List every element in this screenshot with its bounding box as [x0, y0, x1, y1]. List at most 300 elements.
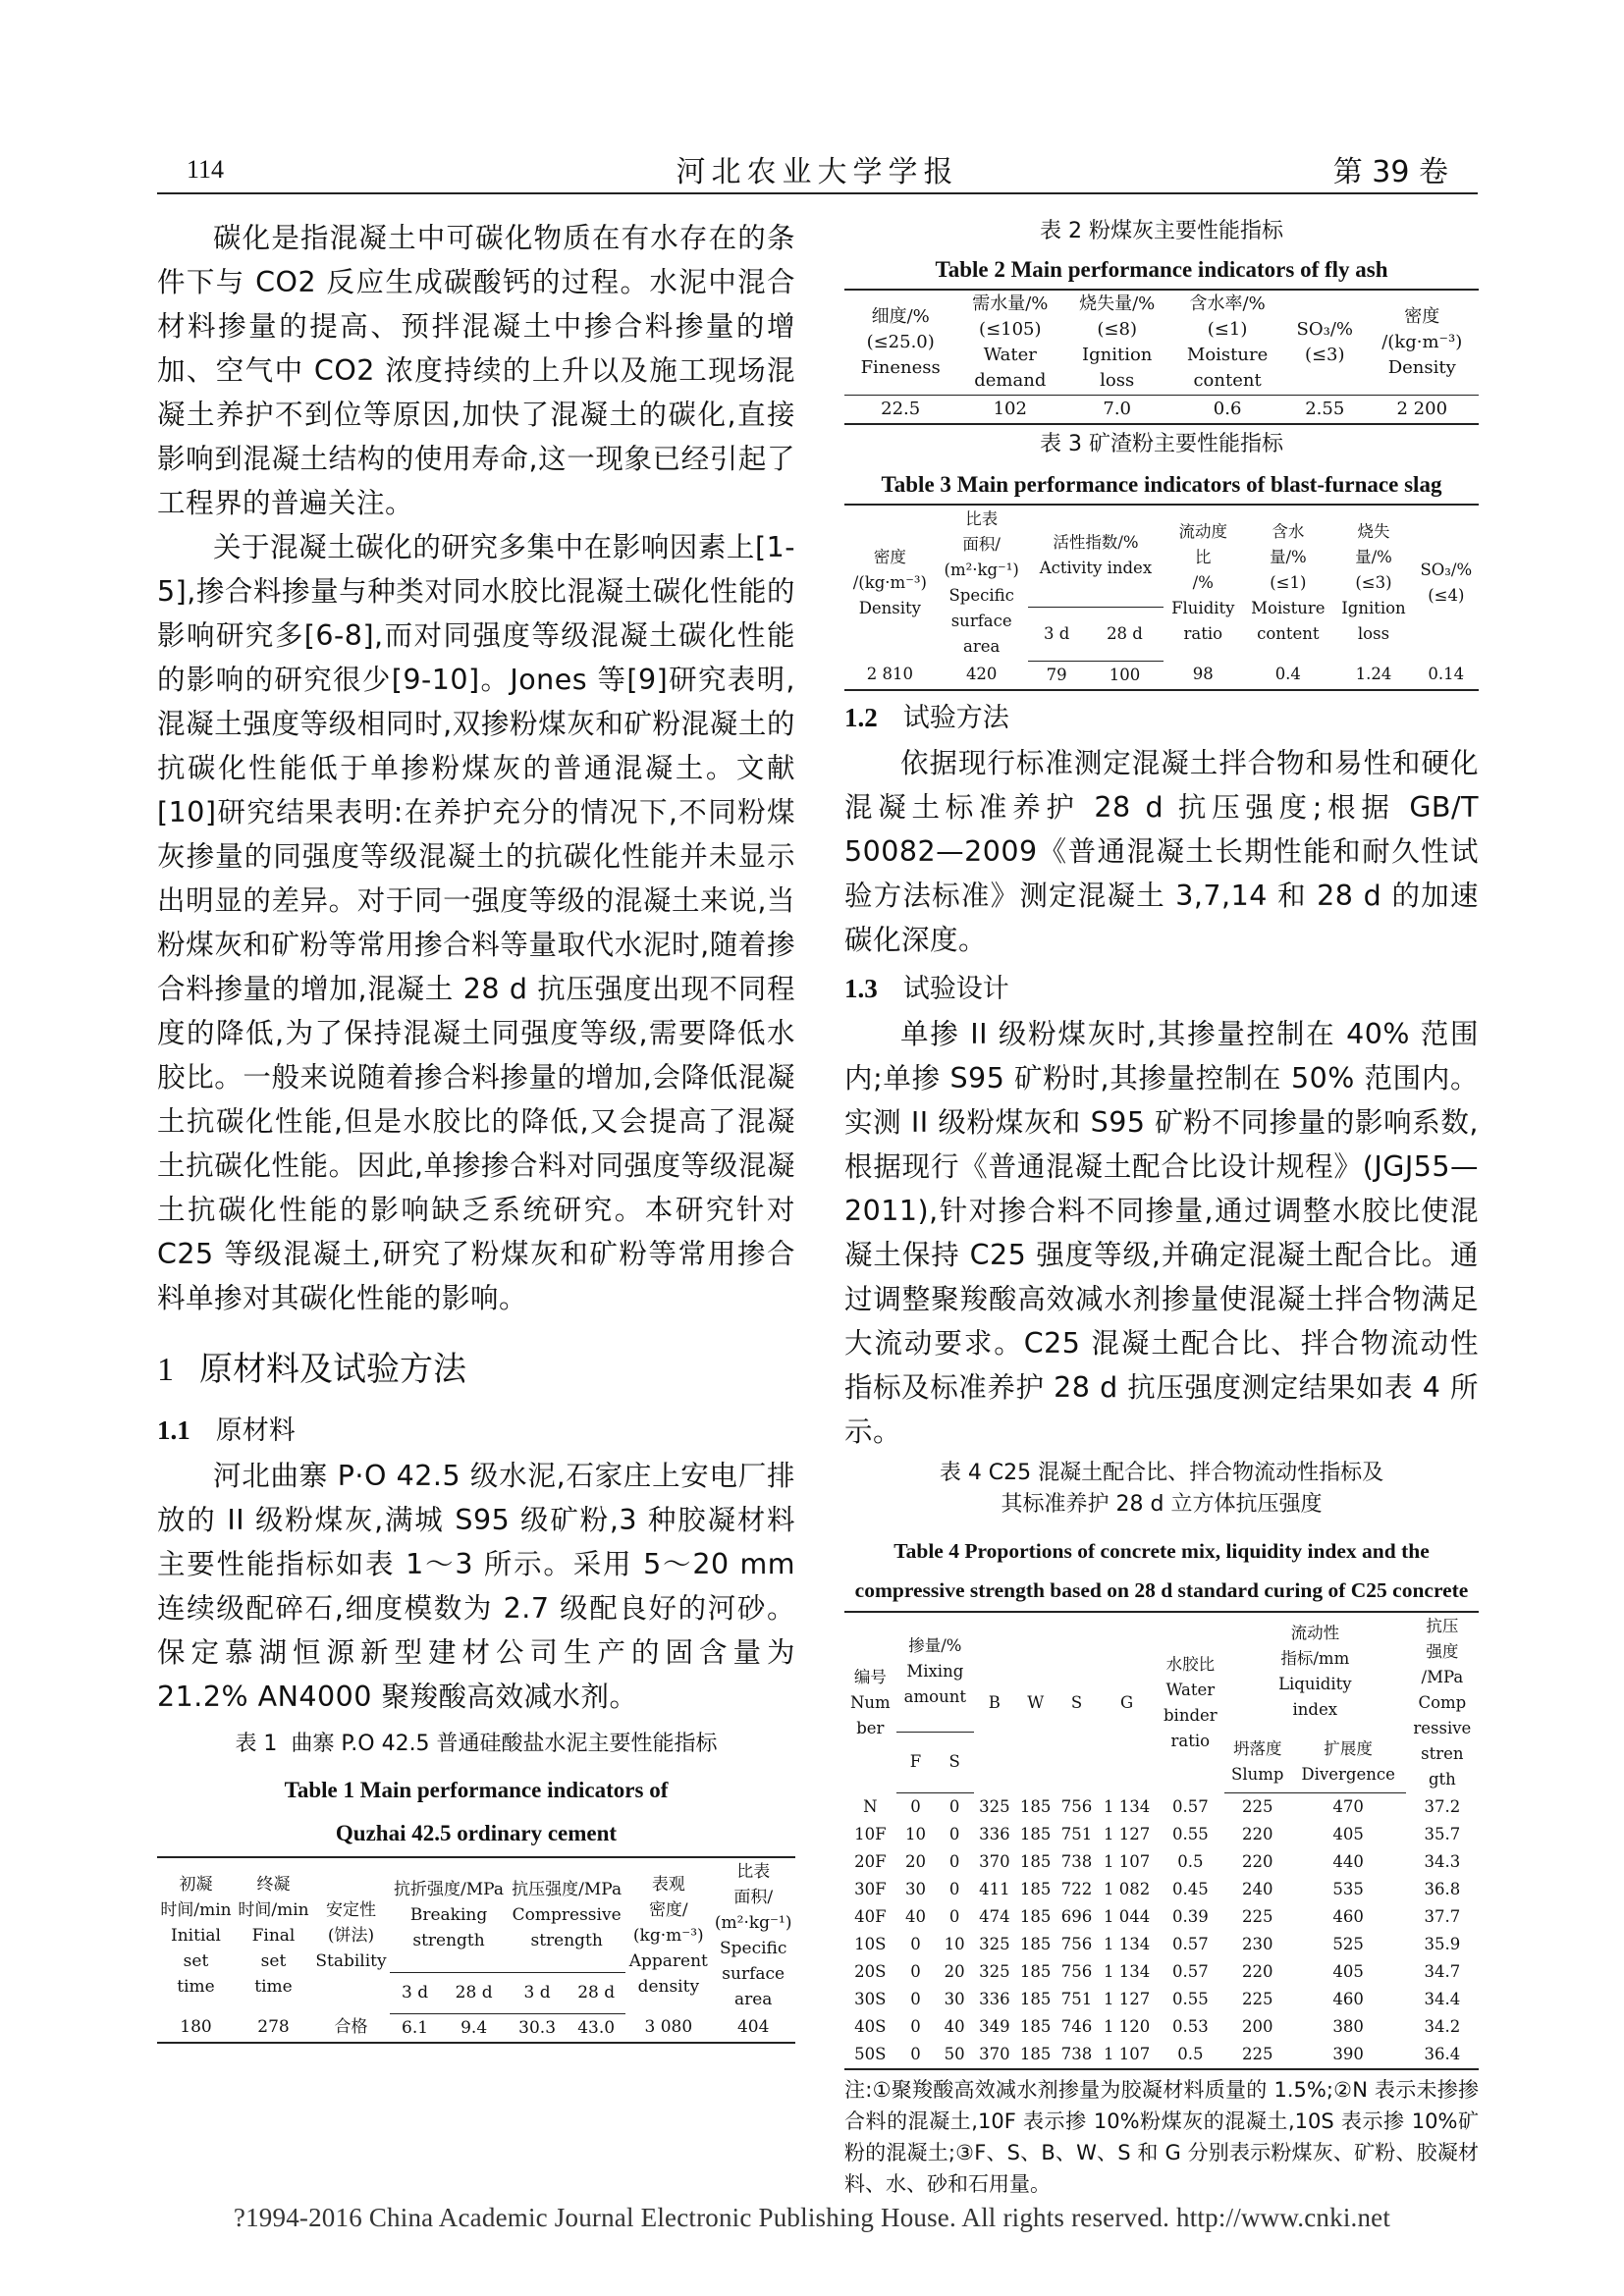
table-row	[844, 2041, 1479, 2069]
header-line: 面积/	[962, 535, 1001, 554]
header-line: 流动度	[1178, 522, 1228, 541]
cell-slag: 0	[948, 1852, 960, 1871]
cell-fly-ash: 30	[904, 1880, 926, 1898]
header-line: 含水率/%	[1189, 294, 1266, 314]
header-line: 需水量/%	[972, 294, 1049, 314]
th-breaking-28d: 28 d	[440, 1972, 508, 2013]
cell-number: 10S	[854, 1935, 887, 1953]
header-line: 掺量/%	[908, 1636, 962, 1656]
table-row	[844, 661, 1479, 690]
th-gravel: G	[1119, 1692, 1134, 1712]
cell-slag: 50	[944, 2045, 965, 2063]
header-line: strength	[530, 1930, 603, 1950]
th-activity-3d: 3 d	[1028, 607, 1086, 661]
th-moisture	[1242, 505, 1333, 661]
header-line: ressive	[1413, 1718, 1472, 1737]
header-line: Water	[983, 345, 1037, 365]
header-line: Ignition	[1341, 599, 1406, 617]
cell-strength: 34.7	[1424, 1962, 1461, 1981]
cell-strength: 34.2	[1424, 2017, 1461, 2036]
table-1-block	[157, 1729, 795, 2044]
cell-fineness: 22.5	[881, 399, 921, 419]
cell-water-demand: 102	[993, 399, 1027, 419]
header-line: 密度/	[648, 1900, 688, 1920]
cell-wb-ratio: 0.53	[1171, 2017, 1209, 2036]
table-row	[844, 1958, 1479, 1986]
header-line: 时间/min	[238, 1900, 309, 1920]
header-line: 编号	[853, 1667, 887, 1686]
header-line: 密度	[1404, 306, 1440, 327]
paragraph-test-design: 单掺 II 级粉煤灰时,其掺量控制在 40% 范围内;单掺 S95 矿粉时,其掺量控制在 50% 范围内。实测 II 级粉煤灰和 S95 矿粉不同掺量的影响系数,根据现行《普通混凝土配合比设计规程》(JGJ55—2011),针对掺合料不同掺量,通过调整水胶比使混凝土保持 C25 强度等级,并确定混凝土配合比。通过调整聚羧酸高效减水剂掺量使混凝土拌合物满足大流动要求。C25 混凝土配合比、拌合物流动性指标及标准养护 28 d 抗压强度测定结果如表 4 所示。	[844, 1017, 1479, 1448]
cell-slag: 0	[948, 1880, 960, 1898]
cell-sand: 746	[1060, 2017, 1093, 2036]
cell-binder: 325	[979, 1796, 1010, 1816]
cell-sand: 751	[1060, 1825, 1093, 1843]
header-line: (kg·m⁻³)	[632, 1926, 704, 1946]
cell-number: 40F	[854, 1907, 887, 1926]
header-line: (≤3)	[1355, 573, 1392, 592]
header-line: set	[260, 1951, 287, 1971]
table-1-title-cn: 曲寨 P.O 42.5 普通硅酸盐水泥主要性能指标	[291, 1732, 718, 1756]
cell-density: 2 810	[866, 665, 913, 684]
cell-strength: 34.4	[1424, 1990, 1461, 2008]
cell-slump: 225	[1241, 1797, 1273, 1816]
cell-number: 20F	[854, 1852, 887, 1871]
th-slump	[1224, 1732, 1291, 1792]
cell-fly-ash: 10	[904, 1825, 926, 1843]
th-specific-surface	[936, 505, 1028, 661]
cell-stability: 合格	[334, 2017, 368, 2038]
cell-wb-ratio: 0.5	[1177, 2045, 1204, 2063]
cell-slump: 225	[1241, 1907, 1273, 1926]
cell-number: 40S	[854, 2017, 887, 2036]
cell-water: 185	[1019, 1935, 1052, 1953]
header-line: 细度/%	[871, 306, 930, 327]
table-4-note: 注:①聚羧酸高效减水剂掺量为胶凝材料质量的 1.5%;②N 表示未掺掺合料的混凝土,10F 表示掺 10%粉煤灰的混凝土,10S 表示掺 10%矿粉的混凝土;③F、S、B、W、S 和 G 分别表示粉煤灰、矿粉、胶凝材料、水、砂和石用量。	[844, 2078, 1479, 2196]
cell-compressive-3d: 30.3	[518, 2017, 557, 2038]
cell-wb-ratio: 0.39	[1171, 1907, 1209, 1926]
table-3	[844, 504, 1479, 691]
left-column	[157, 216, 795, 2044]
table-1-label: 表 1	[235, 1732, 278, 1756]
cell-activity-3d: 79	[1046, 665, 1067, 684]
header-line: Comp	[1418, 1692, 1467, 1712]
cell-sand: 751	[1060, 1990, 1093, 2008]
header-line: surface	[950, 612, 1012, 630]
header-line: /%	[1192, 573, 1214, 592]
header-line: 坍落度	[1232, 1739, 1282, 1759]
header-line: Stability	[315, 1951, 387, 1971]
header-line: Density	[858, 599, 922, 617]
cell-slag: 30	[944, 1990, 965, 2008]
header-line: Liquidity	[1278, 1675, 1352, 1694]
cell-slump: 220	[1241, 1962, 1273, 1981]
cell-fly-ash: 0	[910, 1797, 921, 1816]
header-line: (≤8)	[1097, 319, 1137, 340]
table-4-caption-cn-2: 其标准养护 28 d 立方体抗压强度	[1001, 1491, 1323, 1517]
header-line: SO₃/%	[1420, 561, 1473, 579]
header-line: ratio	[1183, 624, 1223, 643]
table-1	[157, 1856, 795, 2044]
cell-divergence: 460	[1332, 1907, 1364, 1926]
header-line: Breaking	[409, 1904, 488, 1925]
cell-sand: 738	[1060, 1852, 1093, 1871]
th-fineness	[844, 290, 956, 396]
header-line: Water	[1165, 1680, 1216, 1699]
table-row	[844, 1876, 1479, 1903]
th-moisture	[1170, 290, 1284, 396]
cell-binder: 370	[979, 2045, 1010, 2063]
header-line: 含水	[1272, 522, 1305, 541]
cell-binder: 325	[979, 1935, 1010, 1953]
th-final-set	[235, 1857, 312, 2013]
th-water-demand	[956, 290, 1063, 396]
th-initial-set	[157, 1857, 235, 2013]
th-apparent-density	[625, 1857, 711, 2013]
cell-wb-ratio: 0.57	[1171, 1935, 1209, 1953]
cell-gravel: 1 127	[1103, 1990, 1151, 2008]
right-column	[844, 216, 1479, 2200]
header-line: (≤4)	[1428, 586, 1465, 605]
header-line: 活性指数/%	[1053, 533, 1139, 553]
paragraph-raw-materials: 河北曲寨 P·O 42.5 级水泥,石家庄上安电厂排放的 II 级粉煤灰,满城 S95 级矿粉,3 种胶凝材料主要性能指标如表 1～3 所示。采用 5～20 mm 连续级配碎石,细度模数为 2.7 级配良好的河砂。保定慕湖恒源新型建材公司生产的固含量为 21.2% AN4000 聚羧酸高效减水剂。	[157, 1460, 795, 1713]
header-line: (m²·kg⁻¹)	[944, 561, 1019, 579]
table-2-caption-en: Table 2 Main performance indicators of fly ash	[935, 257, 1388, 282]
th-activity-28d: 28 d	[1086, 607, 1164, 661]
cell-gravel: 1 082	[1103, 1880, 1151, 1898]
header-line: 量/%	[1269, 548, 1307, 566]
header-line: SO₃/%	[1296, 319, 1353, 340]
cell-water: 185	[1019, 1962, 1052, 1981]
cell-activity-28d: 100	[1109, 665, 1141, 684]
header-line: loss	[1100, 370, 1135, 391]
section-heading-1	[157, 1342, 795, 1390]
copyright-footer: ?1994-2016 China Academic Journal Electronic Publishing House. All rights reserved. http://www.cnki.net	[233, 2203, 1391, 2232]
cell-strength: 36.4	[1424, 2045, 1461, 2063]
cell-slump: 225	[1241, 2045, 1273, 2063]
cell-ignition-loss: 7.0	[1103, 399, 1132, 419]
header-line: Initial	[171, 1926, 221, 1946]
header-line: amount	[903, 1687, 966, 1707]
cell-breaking-3d: 6.1	[402, 2017, 429, 2038]
header-line: 比表	[736, 1862, 771, 1882]
header-line: /(kg·m⁻³)	[852, 573, 927, 592]
cell-divergence: 405	[1332, 1825, 1364, 1843]
header-rule	[157, 192, 1478, 194]
cell-slump: 220	[1241, 1825, 1273, 1843]
header-line: (m²·kg⁻¹)	[714, 1913, 792, 1933]
cell-slag: 10	[944, 1935, 965, 1953]
cell-number: 50S	[854, 2045, 887, 2063]
section-title: 试验方法	[902, 702, 1009, 733]
cell-gravel: 1 134	[1103, 1962, 1151, 1981]
header-line: ber	[856, 1718, 885, 1737]
cell-gravel: 1 044	[1103, 1907, 1151, 1926]
cell-sand: 756	[1060, 1962, 1093, 1981]
cell-wb-ratio: 0.55	[1171, 1825, 1209, 1843]
cell-density: 3 080	[644, 2017, 693, 2038]
cell-water: 185	[1019, 2017, 1052, 2036]
paragraph-carbonation-intro: 碳化是指混凝土中可碳化物质在有水存在的条件下与 CO2 反应生成碳酸钙的过程。水泥中混合材料掺量的提高、预拌混凝土中掺合料掺量的增加、空气中 CO2 浓度持续的上升以及施工现场混凝土养护不到位等原因,加快了混凝土的碳化,直接影响到混凝土结构的使用寿命,这一现象已经引起了工程界的普遍关注。	[157, 222, 795, 519]
header-line: 终凝	[256, 1875, 291, 1895]
cell-slag: 20	[944, 1962, 965, 1981]
th-divergence	[1291, 1732, 1406, 1792]
cell-wb-ratio: 0.45	[1171, 1880, 1209, 1898]
th-specific-surface	[711, 1857, 795, 2013]
table-row	[844, 1986, 1479, 2013]
th-water: W	[1027, 1692, 1045, 1712]
cell-binder: 370	[979, 1852, 1010, 1871]
section-title: 试验设计	[902, 973, 1009, 1004]
cell-fly-ash: 0	[910, 1935, 921, 1953]
header-line: 抗压强度/MPa	[512, 1879, 623, 1899]
header-line: (≤105)	[979, 319, 1042, 340]
header-line: Fineness	[860, 357, 941, 378]
header-line: Moisture	[1186, 345, 1269, 365]
cell-density: 2 200	[1396, 399, 1448, 419]
cell-surface-area: 420	[965, 665, 998, 684]
header-line: 初凝	[179, 1875, 213, 1895]
cell-sand: 738	[1060, 2045, 1093, 2063]
th-binder: B	[988, 1692, 1001, 1712]
cell-binder: 411	[979, 1880, 1010, 1898]
th-breaking-strength	[390, 1857, 508, 1972]
th-density	[1366, 290, 1480, 396]
cell-divergence: 390	[1332, 2045, 1364, 2063]
header-line: 时间/min	[160, 1900, 232, 1920]
header-line: /MPa	[1421, 1667, 1464, 1686]
cell-water: 185	[1019, 1825, 1052, 1843]
table-1-caption-cn	[157, 1729, 795, 1760]
section-number: 1	[157, 1352, 174, 1388]
cell-final-set: 278	[257, 2017, 290, 2038]
header-line: density	[637, 1977, 700, 1997]
cell-sand: 696	[1060, 1907, 1093, 1926]
table-row	[844, 396, 1479, 425]
cell-fluidity-ratio: 98	[1192, 665, 1214, 684]
cell-wb-ratio: 0.57	[1171, 1796, 1209, 1816]
table-row	[844, 1821, 1479, 1848]
header-line: Specific	[719, 1939, 787, 1958]
section-number: 1.1	[157, 1415, 190, 1445]
th-compressive-strength	[508, 1857, 625, 1972]
table-2-caption-cn: 表 2 粉煤灰主要性能指标	[1040, 219, 1283, 243]
th-compressive-strength	[1406, 1612, 1479, 1793]
cell-gravel: 1 107	[1103, 1852, 1151, 1871]
cell-wb-ratio: 0.55	[1171, 1990, 1209, 2008]
header-line: Moisture	[1251, 599, 1326, 617]
header-line: Ignition	[1082, 345, 1153, 365]
header-line: 指标/mm	[1280, 1649, 1350, 1669]
paragraph-test-method: 依据现行标准测定混凝土拌合物和易性和硬化混凝土标准养护 28 d 抗压强度;根据 GB/T 50082—2009《普通混凝土长期性能和耐久性试验方法标准》测定混凝土 3,7,14 和 28 d 的加速碳化深度。	[844, 746, 1479, 956]
header-line: Final	[251, 1926, 296, 1946]
header-line: 抗压	[1426, 1616, 1459, 1635]
cell-slump: 225	[1241, 1990, 1273, 2008]
th-water-binder-ratio	[1157, 1612, 1224, 1793]
header-line: content	[1193, 370, 1262, 391]
th-liquidity-index	[1224, 1612, 1406, 1733]
header-line: area	[963, 637, 1001, 656]
cell-sand: 756	[1060, 1796, 1093, 1816]
running-header	[157, 145, 1478, 188]
header-line: time	[177, 1977, 215, 1997]
th-fly-ash: F	[896, 1732, 936, 1792]
cell-number: N	[863, 1796, 878, 1816]
header-line: Fluidity	[1171, 599, 1235, 617]
cell-water: 185	[1019, 1796, 1052, 1816]
header-line: Divergence	[1301, 1765, 1395, 1785]
table-4-block	[844, 1458, 1479, 2201]
section-title: 原材料	[215, 1415, 296, 1446]
table-row	[844, 1931, 1479, 1958]
cell-ignition-loss: 1.24	[1355, 665, 1392, 684]
section-heading-1-1	[157, 1408, 795, 1454]
cell-strength: 37.7	[1424, 1907, 1461, 1926]
header-line: 量/%	[1355, 548, 1392, 566]
table-4-body	[844, 1793, 1479, 2070]
cell-binder: 325	[979, 1962, 1010, 1981]
th-activity-index	[1028, 505, 1164, 607]
cell-slump: 230	[1241, 1935, 1273, 1953]
table-2-block	[844, 216, 1479, 425]
header-line: 面积/	[733, 1888, 774, 1907]
table-4-caption-en-1: Table 4 Proportions of concrete mix, liquidity index and the	[893, 1538, 1430, 1563]
header-line: Specific	[948, 586, 1014, 605]
cell-binder: 474	[979, 1907, 1010, 1926]
header-line: 表观	[651, 1875, 685, 1895]
cell-breaking-28d: 9.4	[460, 2017, 488, 2038]
header-line: 扩展度	[1324, 1739, 1373, 1759]
journal-title: 河北农业大学学报	[676, 155, 959, 189]
cell-gravel: 1 134	[1103, 1796, 1151, 1816]
cell-divergence: 380	[1332, 2017, 1364, 2036]
cell-compressive-28d: 43.0	[577, 2017, 616, 2038]
header-line: (≤1)	[1207, 319, 1248, 340]
cell-divergence: 405	[1332, 1962, 1364, 1981]
cell-water: 185	[1019, 1990, 1052, 2008]
header-line: (饼法)	[327, 1926, 375, 1946]
cell-initial-set: 180	[180, 2017, 212, 2038]
cell-gravel: 1 120	[1103, 2017, 1151, 2036]
table-4-caption-cn-1: 表 4 C25 混凝土配合比、拌合物流动性指标及	[939, 1460, 1384, 1485]
header-line: (≤25.0)	[866, 332, 935, 352]
cell-binder: 336	[979, 1825, 1010, 1843]
section-heading-1-2	[844, 695, 1479, 741]
cell-slag: 0	[948, 1907, 960, 1926]
cell-wb-ratio: 0.5	[1177, 1852, 1204, 1871]
cell-number: 30F	[854, 1880, 887, 1898]
header-line: Slump	[1231, 1765, 1284, 1785]
cell-gravel: 1 134	[1103, 1935, 1151, 1953]
table-4	[844, 1611, 1479, 2071]
th-mixing-amount	[896, 1612, 974, 1733]
header-line: 流动性	[1290, 1624, 1340, 1643]
table-3-block	[844, 429, 1479, 691]
header-line: (≤3)	[1304, 345, 1345, 365]
table-2	[844, 289, 1479, 425]
th-fluidity-ratio	[1164, 505, 1242, 661]
cell-number: 20S	[854, 1962, 887, 1981]
cell-strength: 37.2	[1424, 1796, 1461, 1816]
header-line: ratio	[1170, 1731, 1211, 1750]
th-ignition-loss	[1333, 505, 1413, 661]
header-line: loss	[1357, 624, 1390, 643]
cell-divergence: 470	[1332, 1797, 1364, 1816]
header-line: 密度	[873, 548, 906, 566]
cell-number: 10F	[854, 1825, 887, 1843]
paragraph-literature-review: 关于混凝土碳化的研究多集中在影响因素上[1-5],掺合料掺量与种类对同水胶比混凝土碳化性能的影响研究多[6-8],而对同强度等级混凝土碳化性能的影响的研究很少[9-10]。Jones 等[9]研究表明,混凝土强度等级相同时,双掺粉煤灰和矿粉混凝土的抗碳化性能低于单掺粉煤灰的普通混凝土。文献[10]研究结果表明:在养护充分的情况下,不同粉煤灰掺量的同强度等级混凝土的抗碳化性能并未显示出明显的差异。对于同一强度等级的混凝土来说,当粉煤灰和矿粉等常用掺合料等量取代水泥时,随着掺合料掺量的增加,混凝土 28 d 抗压强度出现不同程度的降低,为了保持混凝土同强度等级,需要降低水胶比。一般来说随着掺合料掺量的增加,会降低混凝土抗碳化性能,但是水胶比的降低,又会提高了混凝土抗碳化性能。因此,单掺掺合料对同强度等级混凝土抗碳化性能的影响缺乏系统研究。本研究针对 C25 等级混凝土,研究了粉煤灰和矿粉等常用掺合料单掺对其碳化性能的影响。	[157, 531, 795, 1314]
cell-binder: 349	[979, 2017, 1010, 2036]
cell-water: 185	[1019, 1907, 1052, 1926]
cell-water: 185	[1019, 1852, 1052, 1871]
cell-moisture: 0.6	[1213, 399, 1242, 419]
header-line: surface	[722, 1964, 785, 1984]
cell-wb-ratio: 0.57	[1171, 1962, 1209, 1981]
table-row	[844, 2013, 1479, 2041]
cell-strength: 35.9	[1424, 1935, 1461, 1953]
cell-fly-ash: 0	[910, 2017, 921, 2036]
cell-slag: 0	[948, 1797, 960, 1816]
cell-fly-ash: 0	[910, 1962, 921, 1981]
page-number: 114	[187, 155, 225, 184]
th-breaking-3d: 3 d	[390, 1972, 440, 2013]
header-line: binder	[1163, 1705, 1218, 1725]
cell-so3: 2.55	[1305, 399, 1345, 419]
cell-fly-ash: 40	[904, 1907, 926, 1926]
table-1-caption-en-2: Quzhai 42.5 ordinary cement	[335, 1821, 618, 1845]
table-3-caption-cn: 表 3 矿渣粉主要性能指标	[1040, 432, 1283, 456]
th-so3	[1414, 505, 1479, 661]
th-density	[844, 505, 936, 661]
header-line: set	[183, 1951, 209, 1971]
volume-label: 第 39 卷	[1332, 155, 1448, 189]
header-line: gth	[1428, 1769, 1456, 1789]
table-row	[844, 1848, 1479, 1876]
cell-water: 185	[1019, 2045, 1052, 2063]
header-line: index	[1292, 1700, 1338, 1720]
th-compressive-3d: 3 d	[508, 1972, 567, 2013]
header-line: stren	[1421, 1743, 1464, 1763]
header-line: 比	[1195, 548, 1212, 566]
cell-fly-ash: 0	[910, 1990, 921, 2008]
cell-strength: 36.8	[1424, 1880, 1461, 1898]
cell-slag: 0	[948, 1825, 960, 1843]
table-3-caption-en: Table 3 Main performance indicators of blast-furnace slag	[881, 472, 1442, 497]
cell-strength: 35.7	[1424, 1825, 1461, 1843]
th-number	[844, 1612, 896, 1793]
cell-slag: 40	[944, 2017, 965, 2036]
table-4-caption-en-2: compressive strength based on 28 d standard curing of C25 concrete	[854, 1577, 1469, 1602]
header-line: 水胶比	[1165, 1654, 1216, 1674]
cell-divergence: 535	[1332, 1880, 1364, 1898]
table-row	[844, 1903, 1479, 1931]
th-stability	[312, 1857, 390, 2013]
header-line: area	[733, 1990, 773, 2009]
table-1-caption-en-1: Table 1 Main performance indicators of	[284, 1778, 669, 1802]
th-compressive-28d: 28 d	[567, 1972, 625, 2013]
cell-slump: 200	[1241, 2017, 1273, 2036]
cell-binder: 336	[979, 1990, 1010, 2008]
th-sand: S	[1070, 1692, 1083, 1712]
header-line: 烧失量/%	[1079, 294, 1156, 314]
section-heading-1-3	[844, 966, 1479, 1012]
cell-moisture: 0.4	[1274, 665, 1301, 684]
section-title: 原材料及试验方法	[199, 1350, 466, 1389]
cell-water: 185	[1019, 1880, 1052, 1898]
cell-strength: 34.3	[1424, 1852, 1461, 1871]
table-row	[157, 2013, 795, 2043]
section-number: 1.2	[844, 702, 878, 732]
